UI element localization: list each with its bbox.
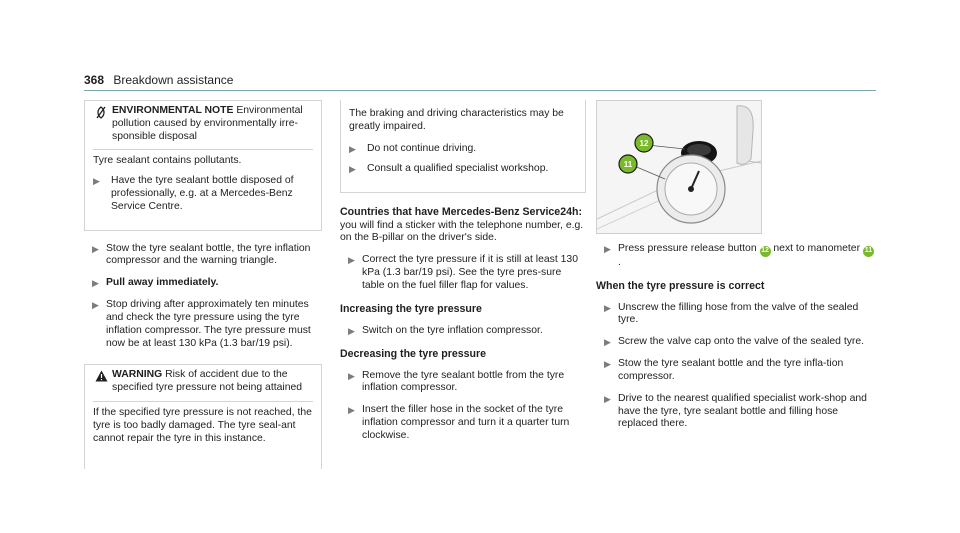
step-text: Press pressure release button — [618, 243, 757, 254]
step-list — [340, 325, 586, 338]
list-item — [84, 243, 322, 269]
step-text: Insert the filler hose in the socket of the tyre inflation compressor and turn it a quarter turn clockwise. — [362, 404, 570, 441]
step-list — [340, 370, 586, 443]
environment-icon — [93, 105, 109, 119]
arrow-icon: ▶ — [348, 405, 355, 416]
step-text: Correct the tyre pressure if it is still at least 130 kPa (1.3 bar/19 psi). See the tyre pres-sure table on the fuel filler flap for values. — [362, 254, 578, 291]
list-item — [349, 163, 577, 176]
list-item — [340, 404, 586, 442]
step-text: Remove the tyre sealant bottle from the tyre inflation compressor. — [362, 369, 565, 394]
list-item — [596, 358, 876, 384]
correct-pressure-heading: When the tyre pressure is correct — [596, 279, 765, 292]
callout-12-label: 12 — [639, 139, 649, 148]
page-header — [84, 73, 233, 87]
step-text: Consult a qualified specialist workshop. — [367, 162, 549, 174]
environmental-note-label: ENVIRONMENTAL NOTE — [112, 105, 234, 116]
step-text: Drive to the nearest qualified specialist work-shop and have the tyre, tyre sealant bottle and filling hose replaced there. — [618, 392, 867, 430]
step-text: Unscrew the filling hose from the valve of the sealed tyre. — [618, 301, 859, 326]
step-text-end: . — [618, 256, 621, 268]
list-item — [340, 325, 586, 338]
list-item — [349, 143, 577, 156]
warning-box — [84, 364, 322, 469]
arrow-icon: ▶ — [604, 302, 611, 313]
arrow-icon: ▶ — [604, 359, 611, 370]
column-2 — [340, 100, 586, 452]
list-item — [340, 254, 586, 292]
list-item — [84, 299, 322, 350]
step-list — [596, 243, 876, 270]
countries-text: you will find a sticker with the telephone number, e.g. on the B-pillar on the driver's side. — [340, 219, 584, 244]
step-text: Stop driving after approximately ten minutes and check the tyre pressure using the tyre inflation compressor. The tyre pressure must now be at least 130 kPa (1.3 bar/19 psi). — [106, 299, 311, 349]
step-list — [596, 302, 876, 432]
warning-continued-box — [340, 100, 586, 193]
step-text: Have the tyre sealant bottle disposed of professionally, e.g. at a Mercedes-Benz Service Centre. — [111, 175, 294, 212]
list-item — [340, 370, 586, 396]
list-item — [596, 393, 876, 431]
warning-continued-text: The braking and driving characteristics may be greatly impaired. — [349, 108, 564, 132]
arrow-icon: ▶ — [348, 325, 355, 336]
environmental-note-box — [84, 100, 322, 231]
arrow-icon: ▶ — [349, 163, 356, 174]
callout-11-badge: 11 — [863, 246, 874, 257]
list-item — [93, 175, 313, 213]
step-list — [340, 254, 586, 292]
arrow-icon: ▶ — [604, 244, 611, 254]
column-1 — [84, 100, 322, 469]
step-text: Pull away immediately. — [106, 277, 219, 289]
step-list — [84, 243, 322, 351]
list-item — [84, 277, 322, 290]
arrow-icon: ▶ — [348, 255, 355, 266]
arrow-icon: ▶ — [604, 337, 611, 348]
manometer-illustration — [596, 100, 762, 234]
environmental-note-header — [93, 105, 313, 150]
arrow-icon: ▶ — [348, 370, 355, 381]
manometer-drawing — [597, 101, 761, 233]
arrow-icon: ▶ — [92, 278, 99, 289]
column-3 — [596, 100, 876, 440]
warning-triangle-icon — [93, 369, 109, 382]
countries-heading: Countries that have Mercedes-Benz Service24h: — [340, 205, 582, 218]
section-title: Breakdown assistance — [113, 73, 234, 87]
environmental-note-text: Environmental pollution caused by environmentally irre-sponsible disposal — [112, 105, 303, 142]
environmental-note-body: Tyre sealant contains pollutants. — [93, 155, 242, 167]
list-item — [596, 243, 876, 270]
arrow-icon: ▶ — [92, 300, 99, 311]
step-text: next to manometer — [773, 243, 861, 254]
page-number: 368 — [84, 73, 105, 87]
list-item — [596, 336, 876, 349]
step-text: Switch on the tyre inflation compressor. — [362, 324, 543, 336]
warning-text: Risk of accident due to the specified tyre pressure not being attained — [112, 369, 303, 394]
decreasing-heading: Decreasing the tyre pressure — [340, 347, 487, 360]
step-text: Stow the tyre sealant bottle, the tyre inflation compressor and the warning triangle. — [106, 242, 311, 267]
arrow-icon: ▶ — [349, 143, 356, 154]
warning-body: If the specified tyre pressure is not reached, the tyre is too badly damaged. The tyre seal-ant cannot repair the tyre in this instance. — [93, 406, 312, 444]
step-text: Do not continue driving. — [367, 142, 477, 154]
arrow-icon: ▶ — [92, 243, 99, 254]
arrow-icon: ▶ — [604, 393, 611, 404]
warning-header — [93, 369, 313, 402]
increasing-heading: Increasing the tyre pressure — [340, 302, 482, 315]
header-rule — [84, 90, 876, 91]
arrow-icon: ▶ — [93, 176, 100, 187]
callout-11-label: 11 — [623, 160, 633, 169]
warning-label: WARNING — [112, 369, 163, 381]
list-item — [596, 302, 876, 328]
callout-12-badge: 12 — [760, 246, 771, 257]
step-text: Stow the tyre sealant bottle and the tyre infla-tion compressor. — [618, 358, 844, 383]
step-text: Screw the valve cap onto the valve of the sealed tyre. — [618, 336, 865, 348]
